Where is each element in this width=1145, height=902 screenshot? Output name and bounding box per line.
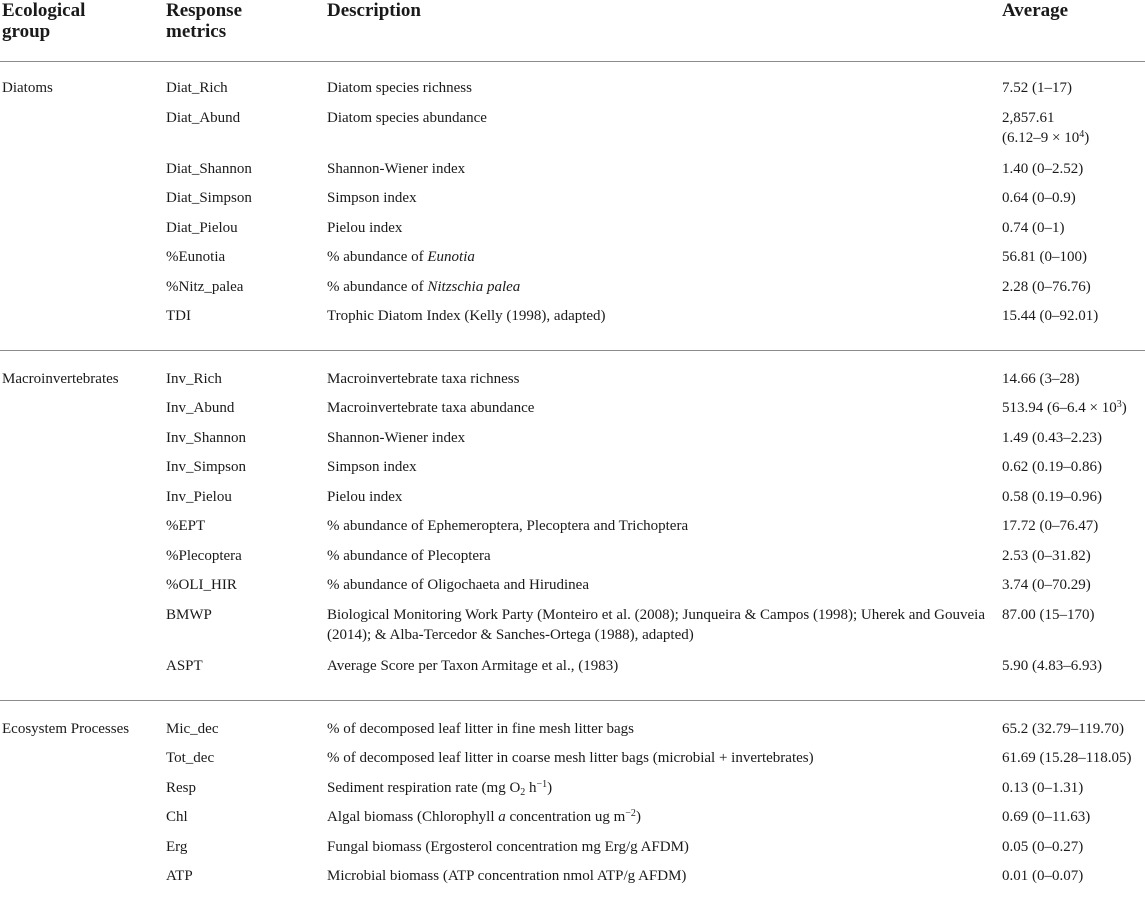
- average: 1.40 (0–2.52): [1002, 161, 1084, 177]
- average: 56.81 (0–100): [1002, 249, 1087, 265]
- metric: ATP: [166, 868, 193, 884]
- header-description: Description: [327, 0, 421, 21]
- description: % abundance of Nitzschia palea: [327, 279, 521, 295]
- average: 0.74 (0–1): [1002, 220, 1065, 236]
- description: Trophic Diatom Index (Kelly (1998), adapted): [327, 308, 606, 324]
- metric: ASPT: [166, 658, 203, 674]
- metric: Resp: [166, 780, 196, 796]
- group-name: Diatoms: [2, 80, 53, 96]
- description: Fungal biomass (Ergosterol concentration mg Erg/g AFDM): [327, 839, 689, 855]
- header-average: Average: [1002, 0, 1069, 21]
- metric: %OLI_HIR: [166, 577, 237, 593]
- description: Biological Monitoring Work Party (Monteiro et al. (2008); Junqueira & Campos (1998); Uherek and Gouveia (2014); & Alba-Tercedor & Sanches-Ortega (1988), adapted): [327, 607, 985, 643]
- metric: Mic_dec: [166, 721, 219, 737]
- description: Macroinvertebrate taxa abundance: [327, 400, 535, 416]
- average: 17.72 (0–76.47): [1002, 518, 1099, 534]
- average: 513.94 $(6-6.4 \times 10^3)$: [1002, 399, 1127, 416]
- metric: %Eunotia: [166, 249, 226, 265]
- metric: Inv_Simpson: [166, 459, 247, 475]
- average: 87.00 (15–170): [1002, 607, 1095, 623]
- average: 61.69 (15.28–118.05): [1002, 750, 1132, 766]
- metric: Diat_Simpson: [166, 190, 252, 206]
- average: 2,857.61 $(6.12-9 \times 10^4)$: [1002, 110, 1090, 146]
- group-name: Macroinvertebrates: [2, 371, 119, 387]
- description: Diatom species abundance: [327, 110, 487, 126]
- average: 15.44 (0–92.01): [1002, 308, 1099, 324]
- description: Microbial biomass (ATP concentration nmol ATP/g AFDM): [327, 868, 687, 884]
- average: 0.13 (0–1.31): [1002, 780, 1084, 796]
- metric: Inv_Pielou: [166, 489, 232, 505]
- description: Algal biomass (Chlorophyll a concentration ug $m^{-2}$): [327, 808, 641, 825]
- average: 1.49 (0.43–2.23): [1002, 430, 1102, 446]
- description: Sediment respiration rate (mg $O_2$ $h^{-1}$): [327, 779, 553, 798]
- metric: %Plecoptera: [166, 548, 242, 564]
- metric: Erg: [166, 839, 188, 855]
- description: % abundance of Oligochaeta and Hirudinea: [327, 577, 589, 593]
- description: Simpson index: [327, 459, 417, 475]
- average: 0.69 (0–11.63): [1002, 809, 1091, 825]
- metric: %Nitz_palea: [166, 279, 244, 295]
- metric: Diat_Shannon: [166, 161, 252, 177]
- header-metrics: Response metrics: [166, 0, 243, 42]
- group-name: Ecosystem Processes: [2, 721, 130, 737]
- average: 5.90 (4.83–6.93): [1002, 658, 1102, 674]
- average: 7.52 (1–17): [1002, 80, 1072, 96]
- description: Average Score per Taxon Armitage et al., (1983): [327, 658, 619, 674]
- average: 0.58 (0.19–0.96): [1002, 489, 1102, 505]
- header-rule: [0, 61, 1145, 62]
- description: % abundance of Eunotia: [327, 249, 475, 265]
- metric: Inv_Shannon: [166, 430, 246, 446]
- average: 65.2 (32.79–119.70): [1002, 721, 1124, 737]
- metric: Inv_Rich: [166, 371, 222, 387]
- metric: Chl: [166, 809, 188, 825]
- description: Shannon-Wiener index: [327, 430, 466, 446]
- metric: Diat_Rich: [166, 80, 228, 96]
- metric: BMWP: [166, 607, 212, 623]
- average: 0.01 (0–0.07): [1002, 868, 1084, 884]
- description: Shannon-Wiener index: [327, 161, 466, 177]
- description: Diatom species richness: [327, 80, 472, 96]
- description: Simpson index: [327, 190, 417, 206]
- metric: TDI: [166, 308, 191, 324]
- description: % abundance of Ephemeroptera, Plecoptera and Trichoptera: [327, 518, 689, 534]
- description: Macroinvertebrate taxa richness: [327, 371, 520, 387]
- metric: Inv_Abund: [166, 400, 235, 416]
- metric: Diat_Pielou: [166, 220, 238, 236]
- group-rule: [0, 700, 1145, 701]
- metric: Diat_Abund: [166, 110, 241, 126]
- average: 14.66 (3–28): [1002, 371, 1080, 387]
- description: % abundance of Plecoptera: [327, 548, 491, 564]
- average: 0.64 (0–0.9): [1002, 190, 1076, 206]
- average: 2.28 (0–76.76): [1002, 279, 1091, 295]
- average: 0.62 (0.19–0.86): [1002, 459, 1102, 475]
- metric: Tot_dec: [166, 750, 215, 766]
- average: 2.53 (0–31.82): [1002, 548, 1091, 564]
- description: Pielou index: [327, 220, 403, 236]
- average: 3.74 (0–70.29): [1002, 577, 1091, 593]
- description: % of decomposed leaf litter in fine mesh litter bags: [327, 721, 634, 737]
- description: % of decomposed leaf litter in coarse mesh litter bags (microbial + invertebrates): [327, 750, 814, 766]
- header-group: Ecological group: [2, 0, 86, 42]
- average: 0.05 (0–0.27): [1002, 839, 1084, 855]
- description: Pielou index: [327, 489, 403, 505]
- group-rule: [0, 350, 1145, 351]
- metric: %EPT: [166, 518, 206, 534]
